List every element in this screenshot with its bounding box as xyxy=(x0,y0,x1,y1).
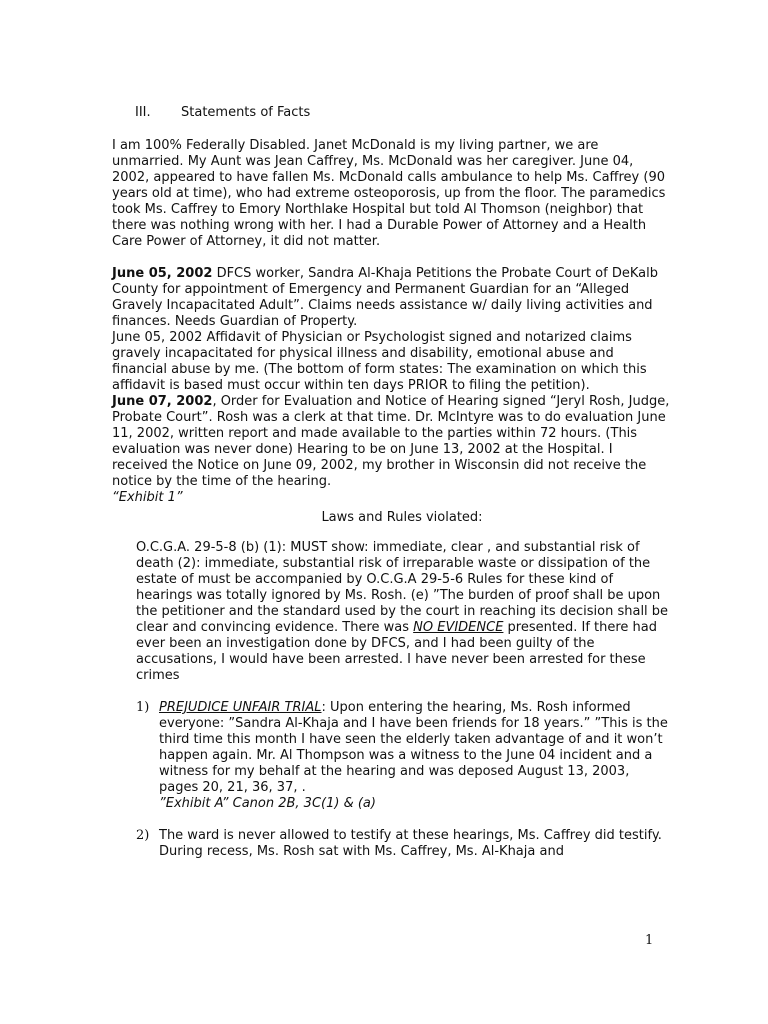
laws-text-after: presented. If there had ever been an investigation done by DFCS, and I had been guilty of the accusations, I would have been arrested. I have never been arrested for these crimes xyxy=(136,620,658,683)
laws-text-before: O.C.G.A. 29-5-8 (b) (1): MUST show: immediate, clear , and substantial risk of death (2): immediate, substantial risk of irreparable waste or dissipation of the estate of must be accompanied by O.C.G.A 29-5-6 Rules for these kind of hearings was totally ignored by Ms. Rosh. (e) ”The burden of proof shall be upon the petitioner and the standard used by the court in reaching its decision shall be clear and convincing evidence. There was xyxy=(136,540,669,635)
no-evidence-emphasis: NO EVIDENCE xyxy=(413,620,504,635)
date-june-05: June 05, 2002 xyxy=(112,266,213,281)
list-item xyxy=(136,700,672,812)
list-item xyxy=(136,828,672,860)
paragraph-affidavit: June 05, 2002 Affidavit of Physician or Psychologist signed and notarized claims gravely incapacitated for physical illness and disability, emotional abuse and financial abuse by me. (The bottom of form states: The examination on which this affidavit is based must occur within ten days PRIOR to filing the petition). xyxy=(112,330,647,393)
date-june-07: June 07, 2002 xyxy=(112,394,213,409)
prejudice-heading: PREJUDICE UNFAIR TRIAL xyxy=(159,700,322,715)
paragraph-order xyxy=(112,394,672,506)
exhibit-1-reference: “Exhibit 1” xyxy=(112,490,183,505)
list-item-text xyxy=(159,700,672,812)
section-title: Statements of Facts xyxy=(181,105,311,120)
paragraph-disability-statement: I am 100% Federally Disabled. Janet McDonald is my living partner, we are unmarried. My Aunt was Jean Caffrey, Ms. McDonald was her caregiver. June 04, 2002, appeared to have fallen Ms. McDonald calls ambulance to help Ms. Caffrey (90 years old at time), who had extreme osteoporosis, up from the floor. The paramedics took Ms. Caffrey to Emory Northlake Hospital but told Al Thomson (neighbor) that there was nothing wrong with her. I had a Durable Power of Attorney and a Health Care Power of Attorney, it did not matter. xyxy=(112,138,666,249)
section-number: III. xyxy=(135,105,151,120)
list-item-text: The ward is never allowed to testify at these hearings, Ms. Caffrey did testify. During recess, Ms. Rosh sat with Ms. Caffrey, Ms. Al-Khaja and xyxy=(159,828,662,859)
page-number: 1 xyxy=(645,933,654,948)
document-page xyxy=(112,105,672,860)
paragraph-petition xyxy=(112,266,672,330)
numbered-list xyxy=(136,700,672,860)
section-heading xyxy=(112,105,672,121)
order-text: , Order for Evaluation and Notice of Hearing signed “Jeryl Rosh, Judge, Probate Court”. Rosh was a clerk at that time. Dr. McIntyre was to do evaluation June 11, 2002, written report and made available to the parties within 72 hours. (This evaluation was never done) Hearing to be on June 13, 2002 at the Hospital. I received the Notice on June 09, 2002, my brother in Wisconsin did not receive the notice by the time of the hearing. xyxy=(112,394,670,489)
exhibit-a-reference: ”Exhibit A” Canon 2B, 3C(1) & (a) xyxy=(159,796,376,811)
prejudice-text: : Upon entering the hearing, Ms. Rosh informed everyone: ”Sandra Al-Khaja and I have been friends for 18 years.” ”This is the third time this month I have seen the elderly taken advantage of and it won’t happen again. Mr. Al Thompson was a witness to the June 04 incident and a witness for my behalf at the hearing and was deposed August 13, 2003, pages 20, 21, 36, 37, . xyxy=(159,700,668,795)
list-marker: 1) xyxy=(136,700,150,715)
list-marker: 2) xyxy=(136,828,150,843)
laws-paragraph xyxy=(136,540,672,684)
laws-heading: Laws and Rules violated: xyxy=(321,510,483,525)
petition-text: DFCS worker, Sandra Al-Khaja Petitions the Probate Court of DeKalb County for appointment of Emergency and Permanent Guardian for an “Alleged Gravely Incapacitated Adult”. Claims needs assistance w/ daily living activities and finances. Needs Guardian of Property. xyxy=(112,266,658,329)
